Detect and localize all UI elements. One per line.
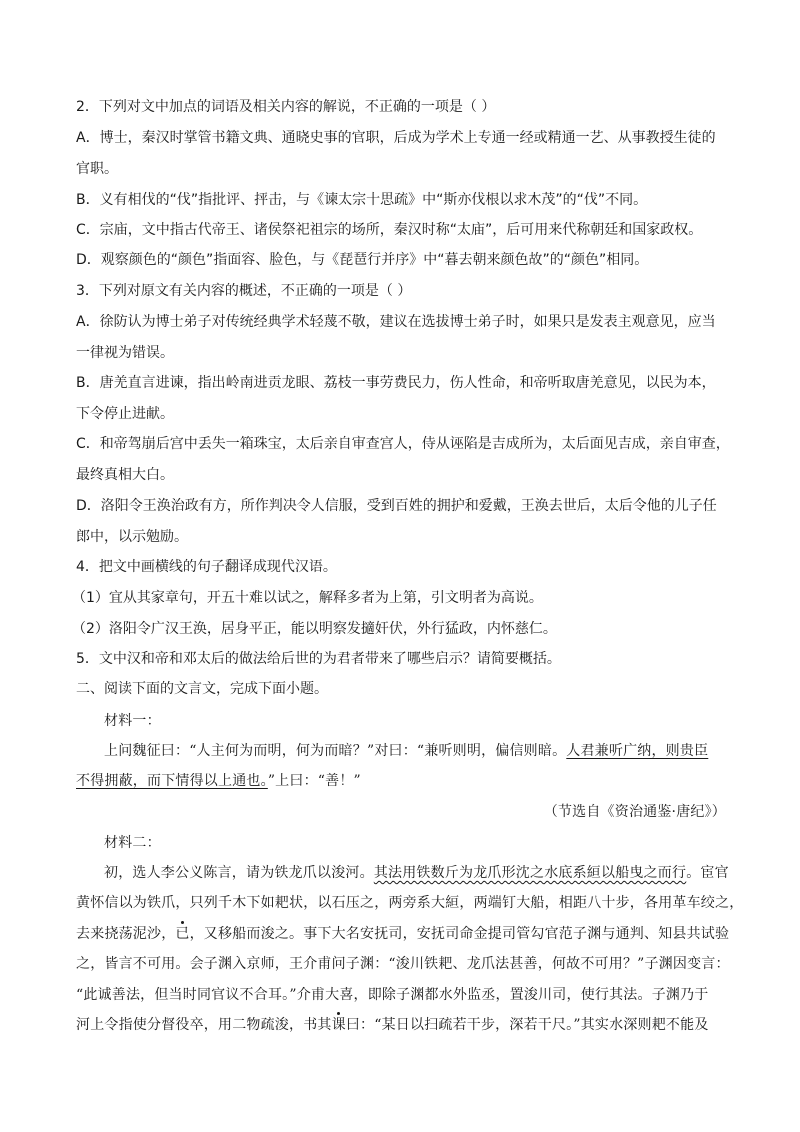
dotted-word: 课	[331, 1017, 346, 1033]
material-2-line-4: 之，皆言不可用。会子渊入京师，王介甫问子渊：“浚川铁耙、龙爪法甚善，何故不可用？”子渊因变言：	[76, 956, 730, 972]
wavy-underlined-sentence: 其法用铁数斤为龙爪形沈之水底系絙以船曳之而行	[373, 865, 687, 881]
material-2-line-3	[76, 924, 730, 944]
q2-option-d: D．观察颜色的“颜色”指面容、脸色，与《琵琶行并序》中“暮去朝来颜色故”的“颜色”相同。	[76, 252, 649, 268]
q4-stem: 4．把文中画横线的句子翻译成现代汉语。	[76, 559, 337, 575]
q2-option-a-cont: 官职。	[76, 161, 118, 177]
material-1-line-2	[76, 771, 730, 791]
material-2-text-end: 。宦官	[686, 865, 729, 881]
q2-stem: 2．下列对文中加点的词语及相关内容的解说，不正确的一项是（ ）	[76, 99, 496, 115]
material-2-text: 去来挠荡泥沙，	[76, 926, 176, 942]
q3-option-d-cont: 郎中，以示勉励。	[76, 529, 188, 545]
q2-option-c: C．宗庙，文中指古代帝王、诸侯祭祀祖宗的场所，秦汉时称“太庙”，后可用来代称朝廷和国家政权。	[76, 222, 703, 238]
q2-option-b: B．义有相伐的“伐”指批评、抨击，与《谏太宗十思疏》中“斯亦伐根以求木茂”的“伐”不同。	[76, 192, 648, 208]
material-2-text: 曰：“某日以扫疏若干步，深若干尺。”其实水深则耙不能及	[345, 1017, 709, 1033]
q3-option-d: D．洛阳令王涣治政有方，所作判决令人信服，受到百姓的拥护和爱戴，王涣去世后，太后令他的儿子任	[76, 498, 717, 514]
material-1-text-end: ”上曰：“善！”	[267, 773, 361, 789]
q5-stem: 5．文中汉和帝和邓太后的做法给后世的为君者带来了哪些启示？请简要概括。	[76, 651, 561, 667]
q3-option-c: C．和帝驾崩后宫中丢失一箱珠宝，太后亲自审查宫人，侍从诬陷是吉成所为，太后面见吉成，亲自审查，	[76, 436, 730, 452]
q3-option-c-cont: 最终真相大白。	[76, 467, 174, 483]
q4-sentence-2: （2）洛阳令广汉王涣，居身平正，能以明察发擿奸伏，外行猛政，内怀慈仁。	[72, 621, 557, 637]
material-1-line-1	[104, 741, 730, 761]
q3-option-a: A．徐防认为博士弟子对传统经典学术轻蔑不敬，建议在选拔博士弟子时，如果只是发表主观意见，应当	[76, 314, 716, 330]
material-2-text: ，又移船而浚之。事下大名安抚司，安抚司命金提司管勾官范子渊与通判、知县共试验	[189, 926, 730, 942]
material-2-label: 材料二：	[104, 835, 161, 851]
q3-stem: 3．下列对原文有关内容的概述，不正确的一项是（ ）	[76, 283, 412, 299]
q4-sentence-1: （1）宜从其家章句，开五十难以试之，解释多者为上第，引文明者为高说。	[72, 590, 543, 606]
underlined-sentence: 人君兼听广纳，则贵臣	[566, 743, 709, 759]
material-2-text: 河上令指使分督役卒，用二物疏浚，书其	[76, 1017, 332, 1033]
underlined-sentence-cont: 不得拥蔽，而下情得以上通也。	[76, 773, 268, 789]
q2-option-a: A．博士，秦汉时掌管书籍文典、通晓史事的官职，后成为学术上专通一经或精通一艺、从事教授生徒的	[76, 130, 716, 146]
material-2-line-1	[104, 863, 730, 883]
material-2-line-6	[76, 1015, 730, 1035]
q3-option-b: B．唐羌直言进谏，指出岭南进贡龙眼、荔枝一事劳费民力，伤人性命，和帝听取唐羌意见，以民为本，	[76, 375, 716, 391]
q3-option-b-cont: 下令停止进献。	[76, 406, 174, 422]
q3-option-a-cont: 一律视为错误。	[76, 345, 174, 361]
material-1-source: （节选自《资治通鉴·唐纪》）	[543, 804, 726, 820]
material-2-line-5: “此诚善法，但当时同官议不合耳。”介甫大喜，即除子渊都水外监丞，置浚川司，使行其法。子渊乃于	[76, 987, 709, 1003]
material-1-label: 材料一：	[104, 713, 161, 729]
material-2-line-2: 黄怀信以为铁爪，只列千木下如耙状，以石压之，两旁系大絙，两端钉大船，相距八十步，各用革车绞之，	[76, 895, 744, 911]
dotted-word: 已	[175, 926, 190, 942]
material-1-text: 上问魏征曰：“人主何为而明，何为而暗？”对曰：“兼听则明，偏信则暗。	[104, 743, 567, 759]
section-title: 二、阅读下面的文言文，完成下面小题。	[76, 681, 328, 697]
material-2-text: 初，选人李公义陈言，请为铁龙爪以浚河。	[104, 865, 374, 881]
